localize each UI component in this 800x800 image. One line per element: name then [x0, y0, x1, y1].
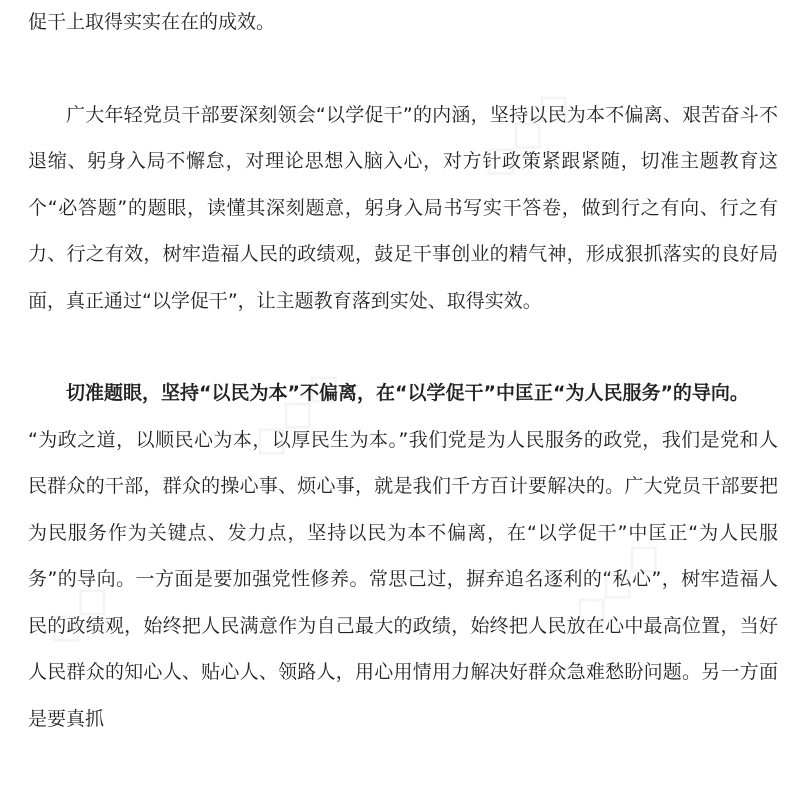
paragraph-body: “为政之道，以顺民心为本，以厚民生为本。”我们党是为人民服务的政党，我们是党和人民群众的干部，群众的操心事、烦心事，就是我们千方百计要解决的。广大党员干部要把为民服务作为关键点、发力点，坚持以民为本不偏离，在“以学促干”中匡正“为人民服务”的导向。一方面是要加强党性修养。常思己过，摒弃追名逐利的“私心”，树牢造福人民的政绩观，始终把人民满意作为自己最大的政绩，始终把人民放在心中最高位置，当好人民群众的知心人、贴心人、领路人，用心用情用力解决好群众急难愁盼问题。另一方面是要真抓 [28, 428, 778, 730]
section-heading: 切准题眼，坚持“以民为本”不偏离，在“以学促干”中匡正“为人民服务”的导向。 [66, 382, 749, 404]
watermark-icon: ◇◇◇ [236, 354, 355, 473]
watermark-icon: ◇◇◇ [466, 74, 585, 193]
paragraph-intro: 广大年轻党员干部要深刻领会“以学促干”的内涵，坚持以民为本不偏离、艰苦奋斗不退缩、躬身入局不懈怠，对理论思想入脑入心，对方针政策紧跟紧随，切准主题教育这个“必答题”的题眼，读懂其深刻题意，躬身入局书写实干答卷，做到行之有向、行之有力、行之有效，树牢造福人民的政绩观，鼓足干事创业的精气神，形成狠抓落实的良好局面，真正通过“以学促干”，让主题教育落到实处、取得实效。 [28, 103, 778, 312]
paragraph-continuation: 促干上取得实实在在的成效。 [28, 11, 276, 33]
watermark-icon: ◇◇◇ [556, 524, 675, 643]
watermark-icon: ◇◇ [30, 567, 123, 659]
